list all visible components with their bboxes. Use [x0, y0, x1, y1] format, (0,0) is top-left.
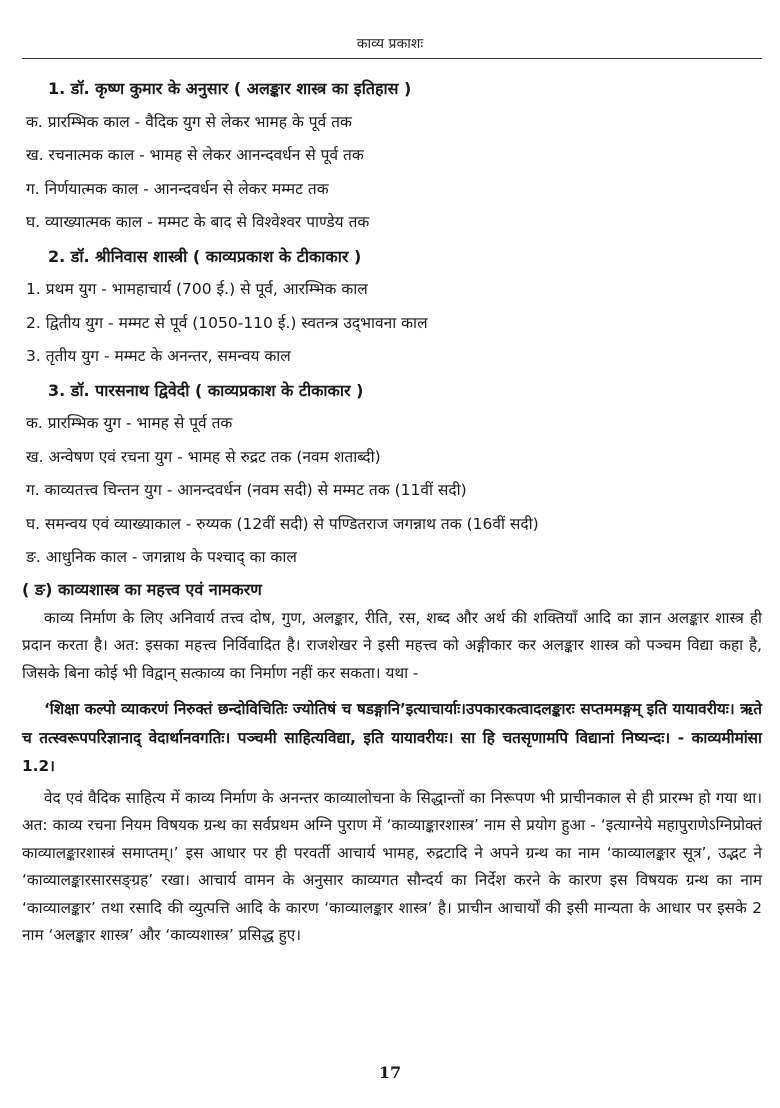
section-heading-3: 3. डॉ. पारसनाथ द्विवेदी ( काव्यप्रकाश के टीकाकार )	[48, 380, 364, 400]
list-item: 1. प्रथम युग - भामहाचार्य (700 ई.) से पूर्व, आरम्भिक काल	[26, 280, 368, 298]
list-item: 2. द्वितीय युग - मम्मट से पूर्व (1050-110 ई.) स्वतन्त्र उद्‌भावना काल	[26, 313, 428, 332]
header-rule	[22, 58, 762, 59]
page-content	[22, 72, 762, 950]
list-item: ख. रचनात्मक काल - भामह से लेकर आनन्दवर्धन से पूर्व तक	[26, 146, 364, 164]
section-heading-2: 2. डॉ. श्रीनिवास शास्त्री ( काव्यप्रकाश के टीकाकार )	[48, 246, 362, 266]
list-item: ग. निर्णयात्मक काल - आनन्दवर्धन से लेकर मम्मट तक	[26, 179, 329, 198]
list-item: घ. व्याख्यात्मक काल - मम्मट के बाद से विश्वेश्वर पाण्डेय तक	[26, 213, 370, 231]
sanskrit-quotation: ‘शिक्षा कल्पो व्याकरणं निरुक्तं छन्दोविचितिः ज्योतिषं च षडङ्गानि’इत्याचार्याः।उपकारकत्वादलङ्कारः सप्तममङ्गम् इति यायावरीयः। ऋते च तत्स्वरूपपरिज्ञानाद् वेदार्थानवगतिः। पञ्चमी साहित्यविद्या, इति यायावरीयः। सा हि चतसृणामपि विद्यानां निष्यन्दः। - काव्यमीमांसा 1.2।	[22, 700, 762, 775]
list-item: ग. काव्यतत्त्व चिन्तन युग - आनन्दवर्धन (नवम सदी) से मम्मट तक (11वीं सदी)	[26, 481, 467, 499]
running-header: काव्य प्रकाशः	[356, 36, 424, 52]
paragraph-importance: काव्य निर्माण के लिए अनिवार्य तत्त्व दोष, गुण, अलङ्कार, रीति, रस, शब्द और अर्थ की शक्तियाँ आदि का ज्ञान अलङ्कार शास्त्र ही प्रदान करता है। अत: इसका महत्त्व निर्विवादित है। राजशेखर ने इसी महत्त्व को अङ्गीकार कर अलङ्कार शास्त्र को पञ्चम विद्या कहा है, जिसके बिना कोई भी विद्वान् सत्काव्य का निर्माण नहीं कर सकता। यथा -	[22, 608, 762, 682]
list-item: घ. समन्वय एवं व्याख्याकाल - रुय्यक (12वीं सदी) से पण्डितराज जगन्नाथ तक (16वीं सदी)	[26, 514, 539, 533]
list-item: ङ. आधुनिक काल - जगन्नाथ के पश्चाद् का काल	[26, 548, 297, 566]
page-number: 17	[378, 1063, 402, 1082]
list-item: क. प्रारम्भिक युग - भामह से पूर्व तक	[26, 414, 233, 432]
section-heading-1: 1. डॉ. कृष्ण कुमार के अनुसार ( अलङ्कार शास्त्र का इतिहास )	[48, 79, 412, 98]
list-item: ख. अन्वेषण एवं रचना युग - भामह से रुद्रट तक (नवम शताब्दी)	[26, 447, 381, 466]
section-title-importance: ( ङ) काव्यशास्त्र का महत्त्व एवं नामकरण	[22, 579, 262, 599]
list-item: 3. तृतीय युग - मम्मट के अनन्तर, समन्वय काल	[26, 347, 291, 365]
list-item: क. प्रारम्भिक काल - वैदिक युग से लेकर भामह के पूर्व तक	[26, 112, 352, 131]
paragraph-naming: वेद एवं वैदिक साहित्य में काव्य निर्माण के अनन्तर काव्यालोचना के सिद्धान्तों का निरूपण भी प्राचीनकाल से ही प्रारम्भ हो गया था। अत: काव्य रचना नियम विषयक ग्रन्थ का सर्वप्रथम अग्नि पुराण में ‘काव्याङ्कारशास्त्र’ नाम से प्रयोग हुआ - ‘इत्याग्नेये महापुराणेऽग्निप्रोक्तं काव्यालङ्कारशास्त्रं समाप्तम्।’ इस आधार पर ही परवर्ती आचार्य भामह, रुद्रटादि ने अपने ग्रन्थ का नाम ‘काव्यालङ्कार सूत्र’, उद्भट ने ‘काव्यालङ्कारसारसङ्ग्रह’ रखा। आचार्य वामन के अनुसार काव्यगत सौन्दर्य का निर्देश करने के कारण इस विषयक ग्रन्थ का नाम ‘काव्यालङ्कार’ तथा रसादि की व्युत्पत्ति आदि के कारण ‘काव्यालङ्कार शास्त्र’ है। प्राचीन आचार्यों की इसी मान्यता के आधार पर इसके 2 नाम ‘अलङ्कार शास्त्र’ और ‘काव्यशास्त्र’ प्रसिद्ध हुए।	[22, 788, 762, 944]
